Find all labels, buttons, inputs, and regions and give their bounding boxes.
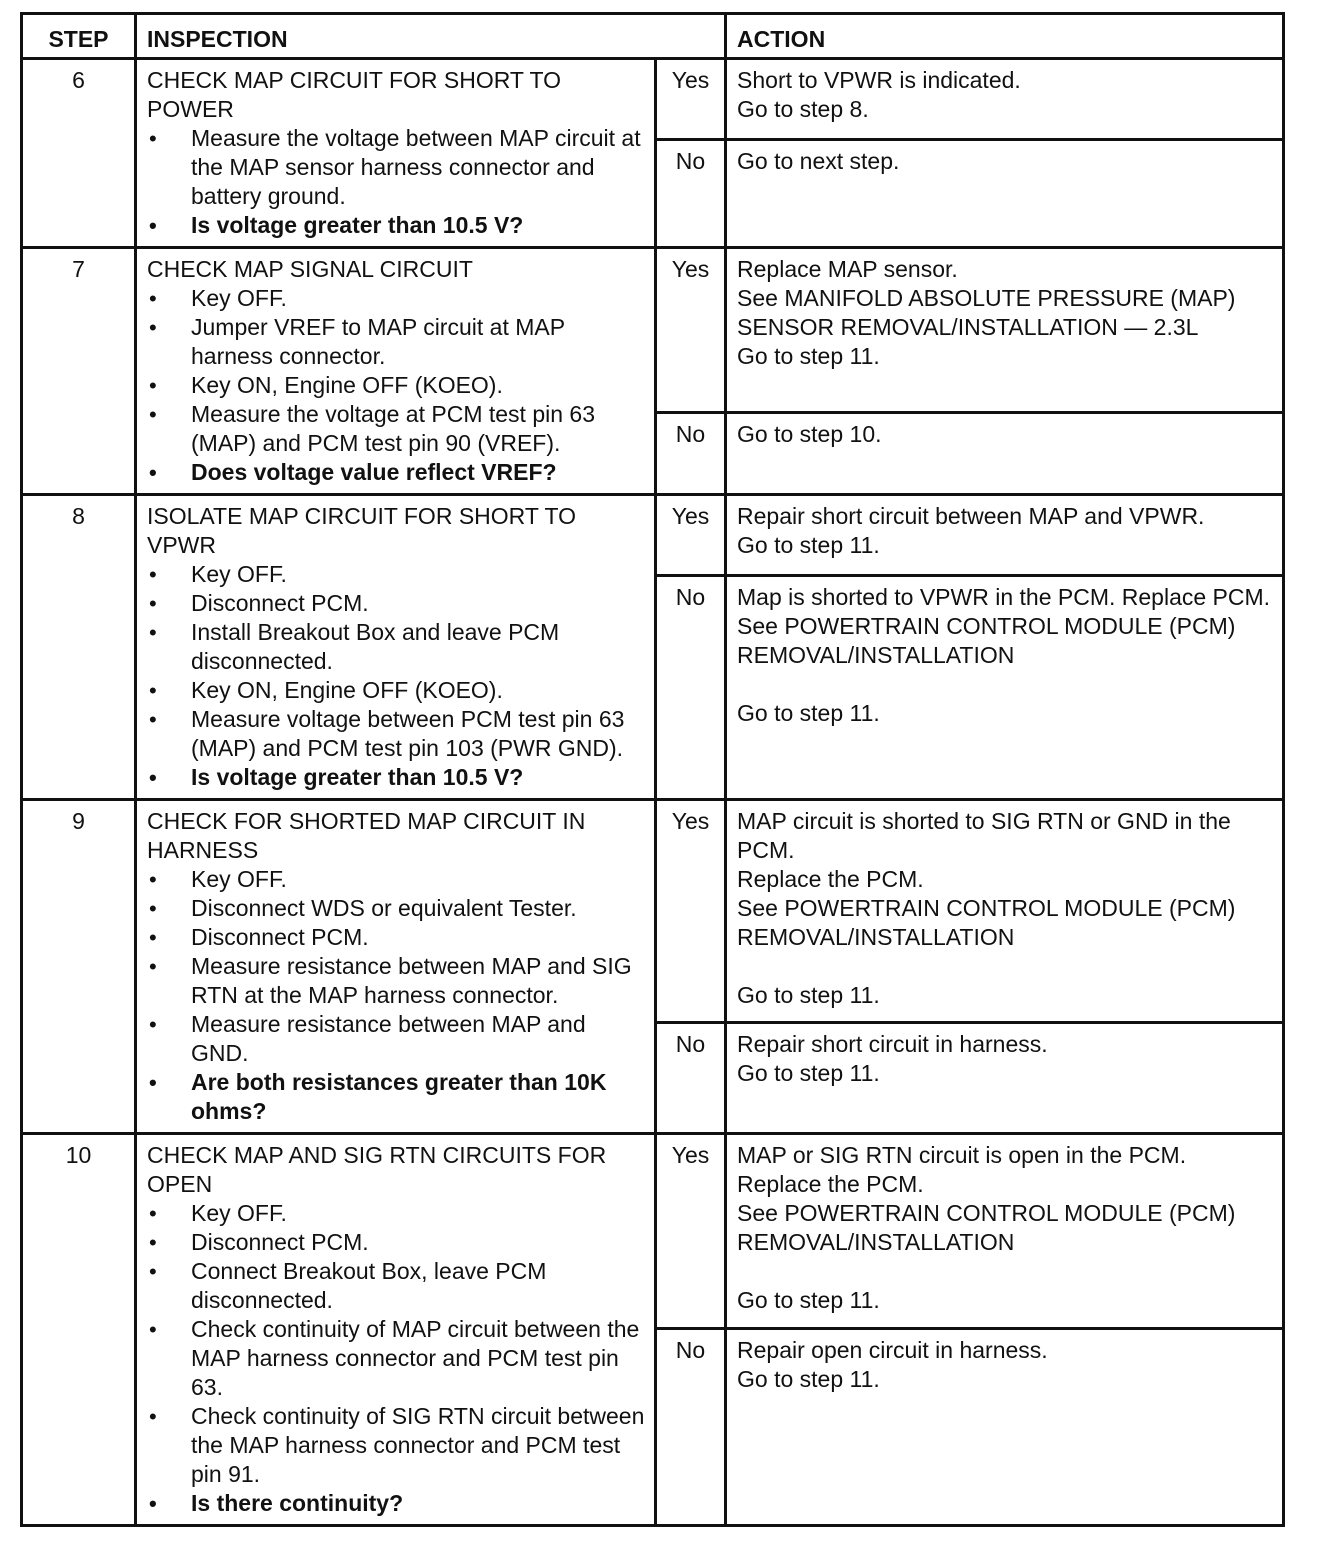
- action-line: Go to next step.: [737, 148, 900, 174]
- inspection-step: • Disconnect PCM.: [147, 1228, 646, 1257]
- step-row-yes: [22, 248, 1284, 413]
- yes-action: [726, 248, 1284, 413]
- yes-action: [726, 495, 1284, 576]
- no-label: No: [656, 140, 726, 248]
- inspection-step: • Disconnect WDS or equivalent Tester.: [147, 894, 646, 923]
- inspection-title: CHECK MAP AND SIG RTN CIRCUITS FOR OPEN: [147, 1142, 607, 1197]
- step-row-yes: [22, 495, 1284, 576]
- yes-label: Yes: [656, 800, 726, 1023]
- no-action: [726, 413, 1284, 495]
- inspection-cell: [136, 248, 656, 495]
- action-line: Short to VPWR is indicated.: [737, 67, 1021, 93]
- inspection-question: • Is there continuity?: [147, 1489, 646, 1518]
- inspection-title: CHECK FOR SHORTED MAP CIRCUIT IN HARNESS: [147, 808, 586, 863]
- inspection-step: • Disconnect PCM.: [147, 589, 646, 618]
- no-label: No: [656, 1023, 726, 1134]
- inspection-question: • Is voltage greater than 10.5 V?: [147, 763, 646, 792]
- yes-label: Yes: [656, 59, 726, 140]
- action-line: Go to step 8.: [737, 96, 869, 122]
- inspection-question: • Does voltage value reflect VREF?: [147, 458, 646, 487]
- no-action: [726, 576, 1284, 800]
- no-action: [726, 140, 1284, 248]
- inspection-step: • Key ON, Engine OFF (KOEO).: [147, 676, 646, 705]
- action-line: Go to step 11.: [737, 982, 880, 1008]
- action-line: Map is shorted to VPWR in the PCM. Replace PCM.: [737, 584, 1271, 610]
- inspection-cell: [136, 1134, 656, 1526]
- inspection-cell: [136, 59, 656, 248]
- inspection-step: • Key OFF.: [147, 1199, 646, 1228]
- inspection-steps-list: [147, 865, 646, 1126]
- inspection-step: • Measure resistance between MAP and SIG RTN at the MAP harness connector.: [147, 952, 646, 1010]
- inspection-title: CHECK MAP SIGNAL CIRCUIT: [147, 256, 473, 282]
- no-label: No: [656, 576, 726, 800]
- inspection-steps-list: [147, 284, 646, 487]
- inspection-step: • Check continuity of SIG RTN circuit between the MAP harness connector and PCM test pin 91.: [147, 1402, 646, 1489]
- yes-label: Yes: [656, 495, 726, 576]
- yes-action: [726, 59, 1284, 140]
- step-row-yes: [22, 800, 1284, 1023]
- header-inspection: INSPECTION: [136, 14, 726, 59]
- no-label: No: [656, 413, 726, 495]
- action-line: Replace MAP sensor.: [737, 256, 958, 282]
- no-label: No: [656, 1329, 726, 1526]
- inspection-step: • Install Breakout Box and leave PCM disconnected.: [147, 618, 646, 676]
- action-line: MAP or SIG RTN circuit is open in the PCM.: [737, 1142, 1187, 1168]
- inspection-step: • Measure the voltage at PCM test pin 63 (MAP) and PCM test pin 90 (VREF).: [147, 400, 646, 458]
- yes-action: [726, 800, 1284, 1023]
- step-number: 6: [22, 59, 136, 248]
- inspection-step: • Jumper VREF to MAP circuit at MAP harness connector.: [147, 313, 646, 371]
- action-line: See POWERTRAIN CONTROL MODULE (PCM) REMOVAL/INSTALLATION: [737, 613, 1236, 668]
- action-line: See POWERTRAIN CONTROL MODULE (PCM) REMOVAL/INSTALLATION: [737, 895, 1236, 950]
- inspection-steps-list: [147, 1199, 646, 1518]
- inspection-cell: [136, 800, 656, 1134]
- no-action: [726, 1023, 1284, 1134]
- inspection-question: • Are both resistances greater than 10K ohms?: [147, 1068, 646, 1126]
- step-number: 10: [22, 1134, 136, 1526]
- action-line: Go to step 11.: [737, 1366, 880, 1392]
- step-row-yes: [22, 59, 1284, 140]
- action-line: Go to step 10.: [737, 421, 882, 447]
- action-line: Go to step 11.: [737, 343, 880, 369]
- action-line: Go to step 11.: [737, 1287, 880, 1313]
- header-step: STEP: [22, 14, 136, 59]
- action-line: Repair open circuit in harness.: [737, 1337, 1048, 1363]
- header-action: ACTION: [726, 14, 1284, 59]
- inspection-step: • Key ON, Engine OFF (KOEO).: [147, 371, 646, 400]
- action-line: Go to step 11.: [737, 700, 880, 726]
- step-number: 9: [22, 800, 136, 1134]
- action-line: Repair short circuit in harness.: [737, 1031, 1048, 1057]
- header-row: [22, 14, 1284, 59]
- inspection-step: • Key OFF.: [147, 865, 646, 894]
- action-line: [737, 952, 1272, 981]
- action-line: [737, 670, 1272, 699]
- inspection-step: • Key OFF.: [147, 560, 646, 589]
- action-line: See MANIFOLD ABSOLUTE PRESSURE (MAP) SENSOR REMOVAL/INSTALLATION — 2.3L: [737, 285, 1236, 340]
- inspection-question: • Is voltage greater than 10.5 V?: [147, 211, 646, 240]
- inspection-title: ISOLATE MAP CIRCUIT FOR SHORT TO VPWR: [147, 503, 576, 558]
- step-number: 7: [22, 248, 136, 495]
- inspection-steps-list: [147, 124, 646, 240]
- table-body: [22, 59, 1284, 1526]
- inspection-step: • Check continuity of MAP circuit between the MAP harness connector and PCM test pin 63.: [147, 1315, 646, 1402]
- inspection-step: • Measure the voltage between MAP circuit at the MAP sensor harness connector and battery ground.: [147, 124, 646, 211]
- inspection-title: CHECK MAP CIRCUIT FOR SHORT TO POWER: [147, 67, 562, 122]
- action-line: See POWERTRAIN CONTROL MODULE (PCM) REMOVAL/INSTALLATION: [737, 1200, 1236, 1255]
- action-line: Go to step 11.: [737, 1060, 880, 1086]
- inspection-step: • Measure voltage between PCM test pin 63 (MAP) and PCM test pin 103 (PWR GND).: [147, 705, 646, 763]
- diagnostic-table: [20, 12, 1285, 1527]
- action-line: Replace the PCM.: [737, 1171, 924, 1197]
- action-line: Go to step 11.: [737, 532, 880, 558]
- yes-label: Yes: [656, 1134, 726, 1329]
- step-row-yes: [22, 1134, 1284, 1329]
- step-number: 8: [22, 495, 136, 800]
- yes-action: [726, 1134, 1284, 1329]
- action-line: Replace the PCM.: [737, 866, 924, 892]
- action-line: MAP circuit is shorted to SIG RTN or GND in the PCM.: [737, 808, 1231, 863]
- inspection-cell: [136, 495, 656, 800]
- inspection-step: • Connect Breakout Box, leave PCM disconnected.: [147, 1257, 646, 1315]
- inspection-step: • Measure resistance between MAP and GND.: [147, 1010, 646, 1068]
- inspection-step: • Key OFF.: [147, 284, 646, 313]
- inspection-step: • Disconnect PCM.: [147, 923, 646, 952]
- yes-label: Yes: [656, 248, 726, 413]
- action-line: Repair short circuit between MAP and VPWR.: [737, 503, 1205, 529]
- no-action: [726, 1329, 1284, 1526]
- action-line: [737, 1257, 1272, 1286]
- inspection-steps-list: [147, 560, 646, 792]
